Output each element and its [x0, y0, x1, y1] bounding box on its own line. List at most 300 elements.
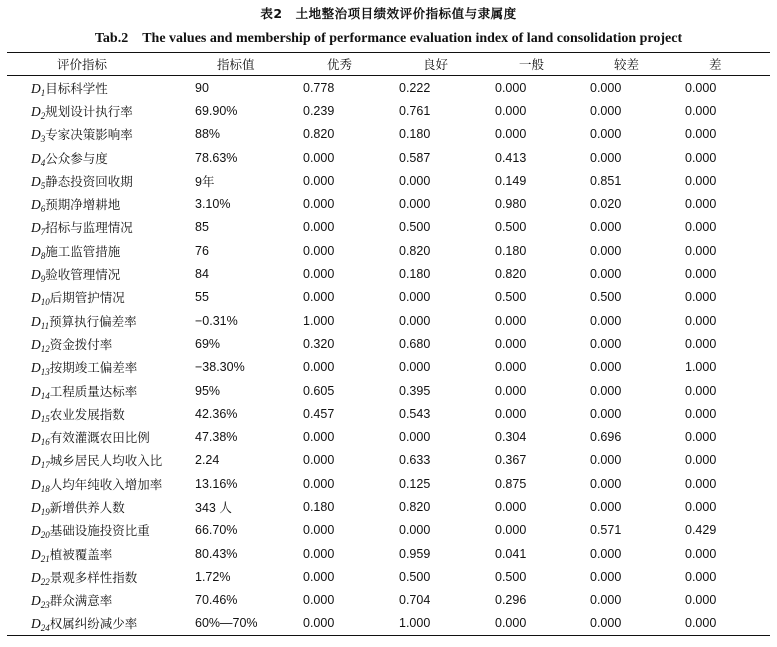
indicator-name: 资金拨付率 — [49, 336, 113, 352]
indicator-name: 专家决策影响率 — [45, 127, 133, 143]
table-row — [7, 356, 770, 379]
indicator-value: 84 — [195, 267, 209, 282]
table-row — [7, 286, 770, 309]
indicator-subscript: 23 — [40, 600, 50, 611]
indicator-letter: D — [31, 453, 41, 469]
table-row — [7, 495, 770, 518]
indicator-name: 人均年纯收入增加率 — [49, 476, 163, 492]
table-body — [7, 76, 770, 636]
table-row — [7, 612, 770, 636]
indicator-value: 9年 — [195, 174, 215, 189]
indicator-cell — [7, 76, 191, 100]
membership-good: 0.222 — [399, 80, 431, 95]
indicator-letter: D — [31, 150, 41, 166]
membership-poor: 0.000 — [590, 569, 622, 584]
indicator-symbol — [31, 477, 50, 492]
membership-poor: 0.000 — [590, 453, 622, 468]
indicator-cell — [7, 402, 191, 425]
indicator-value: −0.31% — [195, 313, 238, 328]
indicator-name: 公众参与度 — [45, 150, 108, 166]
membership-bad: 0.000 — [685, 290, 717, 305]
membership-good: 0.543 — [399, 406, 431, 421]
membership-bad: 0.000 — [685, 453, 717, 468]
membership-poor: 0.000 — [590, 313, 622, 328]
membership-good: 0.180 — [399, 267, 431, 282]
membership-excellent: 0.778 — [303, 80, 335, 95]
indicator-letter: D — [31, 336, 41, 352]
membership-average: 0.875 — [495, 476, 527, 491]
membership-average: 0.500 — [495, 220, 527, 235]
indicator-subscript: 19 — [40, 506, 50, 517]
indicator-cell — [7, 169, 191, 192]
indicator-subscript: 15 — [40, 413, 50, 424]
membership-average: 0.304 — [495, 430, 527, 445]
indicator-cell — [7, 192, 191, 215]
indicator-name: 静态投资回收期 — [45, 173, 133, 189]
indicator-value: 60%—70% — [195, 616, 258, 631]
indicator-letter: D — [31, 220, 41, 236]
table-caption-cn: 表2 土地整治项目绩效评价指标值与隶属度 — [260, 6, 517, 21]
membership-bad: 0.000 — [685, 267, 717, 282]
membership-bad: 0.000 — [685, 80, 717, 95]
membership-bad: 0.000 — [685, 336, 717, 351]
membership-average: 0.500 — [495, 569, 527, 584]
indicator-cell — [7, 565, 191, 588]
membership-good: 0.000 — [399, 173, 431, 188]
indicator-subscript: 20 — [40, 530, 50, 541]
indicator-value: 13.16% — [195, 476, 238, 491]
indicator-letter: D — [31, 383, 41, 399]
indicator-value: 3.10% — [195, 197, 231, 212]
indicator-symbol — [31, 174, 45, 189]
membership-average: 0.000 — [495, 383, 527, 398]
membership-average: 0.820 — [495, 267, 527, 282]
membership-excellent: 0.000 — [303, 243, 335, 258]
indicator-cell — [7, 146, 191, 169]
table-row — [7, 472, 770, 495]
indicator-subscript: 9 — [40, 274, 46, 285]
indicator-name: 权属纠纷减少率 — [49, 616, 138, 632]
indicator-symbol — [31, 360, 50, 378]
membership-poor: 0.000 — [590, 546, 622, 561]
indicator-value: −38.30% — [195, 360, 245, 375]
membership-average: 0.000 — [495, 127, 527, 142]
indicator-symbol — [31, 500, 50, 515]
indicator-cell — [7, 309, 191, 332]
indicator-subscript: 3 — [40, 134, 46, 145]
membership-poor: 0.696 — [590, 430, 622, 445]
membership-good: 0.500 — [399, 220, 431, 235]
membership-bad: 0.000 — [685, 103, 717, 118]
indicator-subscript: 16 — [40, 437, 50, 448]
membership-poor: 0.000 — [590, 220, 622, 235]
indicator-symbol — [31, 593, 50, 611]
indicator-value: 76 — [195, 243, 209, 258]
membership-excellent: 0.000 — [303, 290, 335, 305]
indicator-symbol — [31, 197, 46, 215]
membership-excellent: 0.000 — [303, 150, 335, 165]
indicator-subscript: 11 — [40, 320, 50, 331]
indicator-cell — [7, 472, 191, 495]
indicator-subscript: 22 — [40, 576, 50, 587]
indicator-value: 88% — [195, 127, 221, 142]
indicator-symbol — [31, 570, 50, 585]
indicator-symbol — [31, 267, 46, 285]
indicator-name: 按期竣工偏差率 — [49, 360, 138, 376]
membership-average: 0.000 — [495, 616, 527, 631]
membership-bad: 0.000 — [685, 220, 717, 235]
indicator-cell — [7, 495, 191, 518]
indicator-value: 42.36% — [195, 406, 238, 421]
membership-good: 0.395 — [399, 383, 431, 398]
table-header — [7, 53, 770, 76]
indicator-subscript: 7 — [40, 227, 46, 238]
membership-good: 0.959 — [399, 546, 431, 561]
membership-poor: 0.851 — [590, 173, 622, 188]
indicator-letter: D — [31, 546, 41, 562]
indicator-name: 目标科学性 — [45, 80, 108, 96]
indicator-letter: D — [31, 197, 41, 213]
membership-poor: 0.000 — [590, 150, 622, 165]
indicator-cell — [7, 123, 191, 146]
indicator-name: 后期管护情况 — [49, 290, 125, 306]
header-value: 指标值 — [217, 57, 255, 72]
membership-excellent: 0.000 — [303, 220, 335, 235]
membership-good: 0.633 — [399, 453, 431, 468]
indicator-subscript: 24 — [40, 623, 50, 634]
table-row — [7, 309, 770, 332]
indicator-name: 景观多样性指数 — [49, 569, 138, 585]
indicator-subscript: 2 — [40, 110, 46, 121]
membership-average: 0.180 — [495, 243, 527, 258]
membership-average: 0.980 — [495, 197, 527, 212]
indicator-name: 农业发展指数 — [49, 406, 125, 422]
membership-bad: 0.000 — [685, 406, 717, 421]
indicator-letter: D — [31, 430, 41, 446]
table-row — [7, 76, 770, 100]
indicator-symbol — [31, 151, 45, 166]
membership-bad: 1.000 — [685, 360, 717, 375]
indicator-subscript: 12 — [40, 343, 50, 354]
table-row — [7, 123, 770, 146]
indicator-value: 95% — [195, 383, 221, 398]
membership-excellent: 0.000 — [303, 453, 335, 468]
header-bad: 差 — [709, 57, 722, 72]
table-row — [7, 332, 770, 355]
table-row — [7, 262, 770, 285]
indicator-letter: D — [31, 593, 41, 609]
membership-excellent: 0.239 — [303, 103, 335, 118]
indicator-cell — [7, 356, 191, 379]
indicator-symbol — [31, 407, 50, 422]
indicator-subscript: 10 — [40, 297, 50, 308]
membership-poor: 0.000 — [590, 476, 622, 491]
table-row — [7, 565, 770, 588]
indicator-letter: D — [31, 80, 41, 96]
header-excellent: 优秀 — [327, 57, 353, 72]
table-row — [7, 239, 770, 262]
table-row — [7, 519, 770, 542]
indicator-name: 工程质量达标率 — [49, 383, 138, 399]
indicator-symbol — [31, 453, 50, 471]
membership-excellent: 0.000 — [303, 430, 335, 445]
indicator-cell — [7, 332, 191, 355]
indicator-cell — [7, 216, 191, 239]
membership-bad: 0.000 — [685, 173, 717, 188]
indicator-value: 47.38% — [195, 430, 238, 445]
indicator-symbol — [31, 430, 50, 448]
membership-bad: 0.000 — [685, 313, 717, 328]
membership-excellent: 0.000 — [303, 197, 335, 212]
membership-good: 0.680 — [399, 336, 431, 351]
membership-excellent: 0.605 — [303, 383, 335, 398]
indicator-letter: D — [31, 313, 41, 329]
indicator-value: 80.43% — [195, 546, 238, 561]
membership-excellent: 0.320 — [303, 336, 335, 351]
indicator-letter: D — [31, 290, 41, 306]
indicator-symbol — [31, 523, 50, 541]
membership-excellent: 0.180 — [303, 499, 335, 514]
membership-poor: 0.000 — [590, 80, 622, 95]
table-row — [7, 99, 770, 122]
indicator-subscript: 1 — [40, 87, 46, 98]
membership-good: 0.761 — [399, 103, 431, 118]
membership-bad: 0.429 — [685, 523, 717, 538]
membership-good: 0.000 — [399, 197, 431, 212]
indicator-letter: D — [31, 406, 41, 422]
membership-poor: 0.000 — [590, 127, 622, 142]
indicator-value: 90 — [195, 80, 209, 95]
indicator-name: 预算执行偏差率 — [49, 313, 137, 329]
membership-average: 0.413 — [495, 150, 527, 165]
membership-poor: 0.000 — [590, 383, 622, 398]
table-row — [7, 379, 770, 402]
membership-good: 0.000 — [399, 313, 431, 328]
membership-bad: 0.000 — [685, 430, 717, 445]
header-row — [7, 53, 770, 76]
membership-average: 0.149 — [495, 173, 527, 188]
indicator-name: 城乡居民人均收入比 — [49, 453, 163, 469]
indicator-symbol — [31, 547, 50, 562]
indicator-letter: D — [31, 499, 41, 515]
indicator-value: 78.63% — [195, 150, 238, 165]
membership-poor: 0.000 — [590, 267, 622, 282]
membership-good: 1.000 — [399, 616, 431, 631]
membership-good: 0.125 — [399, 476, 431, 491]
table-row — [7, 192, 770, 215]
indicator-letter: D — [31, 360, 41, 376]
membership-bad: 0.000 — [685, 569, 717, 584]
indicator-value: 2.24 — [195, 453, 220, 468]
membership-poor: 0.020 — [590, 197, 622, 212]
table-row — [7, 169, 770, 192]
indicator-subscript: 4 — [40, 157, 46, 168]
membership-average: 0.500 — [495, 290, 527, 305]
indicator-letter: D — [31, 616, 41, 632]
indicator-value: 69% — [195, 336, 221, 351]
membership-excellent: 0.000 — [303, 569, 335, 584]
membership-average: 0.041 — [495, 546, 527, 561]
indicator-value: 55 — [195, 290, 209, 305]
membership-average: 0.367 — [495, 453, 527, 468]
membership-bad: 0.000 — [685, 616, 717, 631]
membership-poor: 0.000 — [590, 406, 622, 421]
indicator-name: 规划设计执行率 — [45, 103, 133, 119]
indicator-subscript: 13 — [40, 367, 50, 378]
indicator-subscript: 18 — [40, 483, 50, 494]
membership-good: 0.704 — [399, 593, 431, 608]
table-row — [7, 402, 770, 425]
indicator-name: 验收管理情况 — [45, 267, 121, 283]
indicator-cell — [7, 286, 191, 309]
membership-average: 0.000 — [495, 103, 527, 118]
table-caption-en: Tab.2 The values and membership of performance evaluation index of land consolidation project — [94, 31, 683, 46]
membership-bad: 0.000 — [685, 546, 717, 561]
indicator-cell — [7, 379, 191, 402]
membership-good: 0.500 — [399, 569, 431, 584]
indicator-cell — [7, 239, 191, 262]
membership-excellent: 0.000 — [303, 616, 335, 631]
indicator-subscript: 17 — [40, 460, 50, 471]
table-row — [7, 146, 770, 169]
membership-average: 0.000 — [495, 499, 527, 514]
indicator-subscript: 8 — [40, 250, 46, 261]
membership-good: 0.000 — [399, 290, 431, 305]
indicator-subscript: 21 — [40, 553, 50, 564]
indicator-letter: D — [31, 173, 41, 189]
indicator-cell — [7, 262, 191, 285]
table-row — [7, 542, 770, 565]
membership-good: 0.000 — [399, 360, 431, 375]
membership-bad: 0.000 — [685, 383, 717, 398]
indicator-symbol — [31, 104, 45, 119]
membership-excellent: 0.457 — [303, 406, 335, 421]
indicator-symbol — [31, 81, 45, 96]
indicator-cell — [7, 542, 191, 565]
indicator-letter: D — [31, 476, 41, 492]
membership-good: 0.820 — [399, 243, 431, 258]
membership-excellent: 0.000 — [303, 360, 335, 375]
indicator-cell — [7, 425, 191, 448]
indicator-symbol — [31, 290, 50, 308]
table-row — [7, 216, 770, 239]
indicator-letter: D — [31, 569, 41, 585]
indicator-value: 66.70% — [195, 523, 238, 538]
indicator-value: 69.90% — [195, 103, 238, 118]
header-indicator: 评价指标 — [57, 57, 108, 72]
membership-poor: 0.000 — [590, 103, 622, 118]
indicator-cell — [7, 519, 191, 542]
membership-excellent: 1.000 — [303, 313, 335, 328]
indicator-value: 70.46% — [195, 593, 238, 608]
membership-excellent: 0.000 — [303, 173, 335, 188]
indicator-symbol — [31, 314, 49, 329]
membership-excellent: 0.000 — [303, 476, 335, 491]
membership-bad: 0.000 — [685, 243, 717, 258]
membership-poor: 0.000 — [590, 243, 622, 258]
indicator-letter: D — [31, 127, 41, 143]
indicator-value: 85 — [195, 220, 209, 235]
indicator-name: 基础设施投资比重 — [49, 523, 150, 539]
header-average: 一般 — [519, 57, 545, 72]
indicator-value: 343 人 — [195, 500, 232, 515]
table-row — [7, 425, 770, 448]
indicator-name: 预期净增耕地 — [45, 197, 121, 213]
membership-excellent: 0.820 — [303, 127, 335, 142]
table-row — [7, 449, 770, 472]
table-row — [7, 589, 770, 612]
membership-bad: 0.000 — [685, 593, 717, 608]
header-good: 良好 — [423, 57, 449, 72]
membership-poor: 0.000 — [590, 360, 622, 375]
indicator-symbol — [31, 616, 50, 634]
indicator-symbol — [31, 337, 50, 352]
membership-excellent: 0.000 — [303, 546, 335, 561]
indicator-cell — [7, 99, 191, 122]
membership-excellent: 0.000 — [303, 593, 335, 608]
membership-bad: 0.000 — [685, 197, 717, 212]
indicator-symbol — [31, 384, 50, 399]
header-poor: 较差 — [614, 57, 640, 72]
indicator-name: 群众满意率 — [49, 593, 113, 609]
membership-average: 0.000 — [495, 336, 527, 351]
indicator-subscript: 14 — [40, 390, 50, 401]
membership-poor: 0.500 — [590, 290, 622, 305]
membership-good: 0.000 — [399, 523, 431, 538]
indicator-subscript: 6 — [40, 204, 46, 215]
membership-good: 0.587 — [399, 150, 431, 165]
membership-bad: 0.000 — [685, 499, 717, 514]
membership-average: 0.000 — [495, 313, 527, 328]
indicator-cell — [7, 449, 191, 472]
membership-bad: 0.000 — [685, 127, 717, 142]
membership-table — [7, 52, 770, 636]
membership-average: 0.000 — [495, 360, 527, 375]
indicator-symbol — [31, 244, 45, 259]
indicator-symbol — [31, 220, 46, 238]
membership-bad: 0.000 — [685, 150, 717, 165]
membership-poor: 0.000 — [590, 499, 622, 514]
membership-good: 0.180 — [399, 127, 431, 142]
membership-average: 0.000 — [495, 80, 527, 95]
membership-excellent: 0.000 — [303, 523, 335, 538]
membership-poor: 0.000 — [590, 336, 622, 351]
indicator-name: 植被覆盖率 — [49, 546, 113, 562]
indicator-cell — [7, 589, 191, 612]
indicator-cell — [7, 612, 191, 636]
membership-excellent: 0.000 — [303, 267, 335, 282]
indicator-letter: D — [31, 243, 41, 259]
indicator-symbol — [31, 127, 46, 145]
indicator-letter: D — [31, 103, 41, 119]
indicator-name: 招标与监理情况 — [45, 220, 133, 236]
membership-average: 0.296 — [495, 593, 527, 608]
indicator-name: 施工监管措施 — [45, 243, 121, 259]
indicator-letter: D — [31, 523, 41, 539]
membership-average: 0.000 — [495, 406, 527, 421]
membership-good: 0.820 — [399, 499, 431, 514]
membership-poor: 0.000 — [590, 593, 622, 608]
indicator-name: 新增供养人数 — [49, 499, 125, 515]
membership-bad: 0.000 — [685, 476, 717, 491]
indicator-subscript: 5 — [40, 180, 46, 191]
membership-average: 0.000 — [495, 523, 527, 538]
indicator-letter: D — [31, 267, 41, 283]
indicator-name: 有效灌溉农田比例 — [49, 430, 150, 446]
membership-poor: 0.000 — [590, 616, 622, 631]
membership-poor: 0.571 — [590, 523, 622, 538]
indicator-value: 1.72% — [195, 569, 231, 584]
